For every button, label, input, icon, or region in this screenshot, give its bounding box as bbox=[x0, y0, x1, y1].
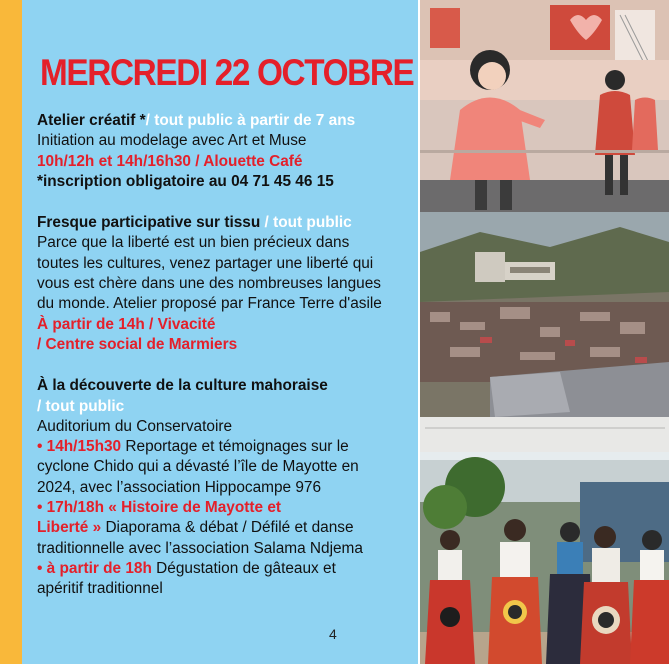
events-list bbox=[37, 111, 417, 621]
event-schedule-line: À partir de 14h / Vivacité bbox=[37, 315, 216, 333]
event-description-line: du monde. Atelier proposé par France Terre d'asile bbox=[37, 295, 382, 313]
event-schedule: 10h/12h et 14h/16h30 / Alouette Café bbox=[37, 152, 303, 170]
event-fresque bbox=[37, 213, 417, 355]
item-text: Dégustation de gâteaux et bbox=[156, 559, 336, 577]
event-description-line: Parce que la liberté est un bien précieux dans bbox=[37, 234, 350, 252]
orange-side-band bbox=[0, 0, 22, 664]
event-audience: / tout public bbox=[37, 397, 125, 415]
item-time: Liberté » bbox=[37, 519, 102, 537]
item-text: Diaporama & débat / Défilé et danse bbox=[105, 519, 354, 537]
page-title: MERCREDI 22 OCTOBRE bbox=[40, 52, 414, 93]
item-text: apéritif traditionnel bbox=[37, 580, 163, 598]
event-name: À la découverte de la culture mahoraise bbox=[37, 377, 328, 395]
event-name: Fresque participative sur tissu bbox=[37, 214, 261, 232]
event-name: Atelier créatif * bbox=[37, 112, 146, 129]
event-registration-note: *inscription obligatoire au 04 71 45 46 15 bbox=[37, 172, 334, 190]
dancers-image bbox=[420, 452, 669, 664]
event-atelier-creatif bbox=[37, 111, 417, 192]
mural-illustration bbox=[420, 0, 669, 212]
destroyed-town-image bbox=[420, 212, 669, 452]
traditional-dance-photo bbox=[420, 452, 669, 664]
event-audience: / tout public à partir de 7 ans bbox=[145, 112, 356, 129]
item-time: • à partir de 18h bbox=[37, 559, 152, 577]
event-schedule-line: / Centre social de Marmiers bbox=[37, 335, 238, 353]
item-text: cyclone Chido qui a dévasté l’île de Mayotte en bbox=[37, 458, 359, 476]
item-text: 2024, avec l’association Hippocampe 976 bbox=[37, 478, 322, 496]
page-number: 4 bbox=[329, 626, 337, 642]
event-description: Initiation au modelage avec Art et Muse bbox=[37, 132, 307, 150]
item-text: Reportage et témoignages sur le bbox=[125, 438, 349, 456]
cyclone-damage-photo bbox=[420, 212, 669, 452]
event-description-line: toutes les cultures, venez partager une liberté qui bbox=[37, 254, 374, 272]
event-description-line: vous est chère dans une des nombreuses langues bbox=[37, 275, 381, 293]
mural-photo bbox=[420, 0, 669, 212]
event-culture-mahoraise bbox=[37, 376, 417, 599]
event-audience: / tout public bbox=[264, 214, 352, 232]
item-text: traditionnelle avec l’association Salama Ndjema bbox=[37, 539, 363, 557]
event-venue: Auditorium du Conservatoire bbox=[37, 417, 233, 435]
item-time: • 17h/18h « Histoire de Mayotte et bbox=[37, 499, 282, 517]
item-time: • 14h/15h30 bbox=[37, 438, 122, 456]
